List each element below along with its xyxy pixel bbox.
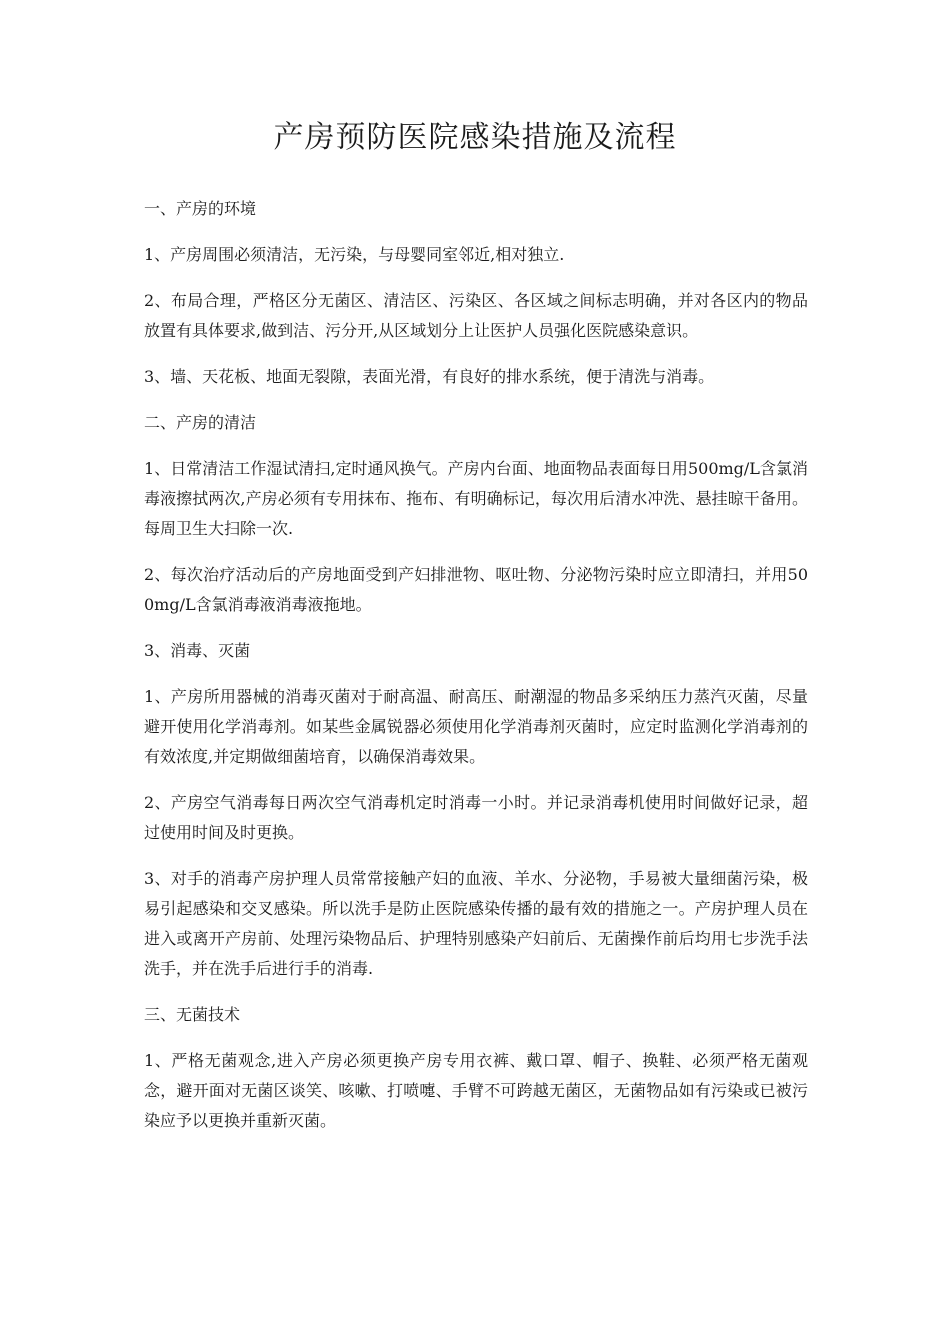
paragraph: 1、产房所用器械的消毒灭菌对于耐高温、耐高压、耐潮湿的物品多采纳压力蒸汽灭菌，尽量避开使用化学消毒剂。如某些金属锐器必须使用化学消毒剂灭菌时，应定时监测化学消毒剂的有效浓度,并定期做细菌培育，以确保消毒效果。 <box>144 687 808 766</box>
paragraph: 3、墙、天花板、地面无裂隙，表面光滑，有良好的排水系统，便于清洗与消毒。 <box>144 367 715 386</box>
paragraph: 3、对手的消毒产房护理人员常常接触产妇的血液、羊水、分泌物，手易被大量细菌污染，极易引起感染和交叉感染。所以洗手是防止医院感染传播的最有效的措施之一。产房护理人员在进入或离开产房前、处理污染物品后、护理特别感染产妇前后、无菌操作前后均用七步洗手法洗手，并在洗手后进行手的消毒. <box>144 869 808 978</box>
section-heading-disinfection: 3、消毒、灭菌 <box>144 641 251 660</box>
paragraph: 2、产房空气消毒每日两次空气消毒机定时消毒一小时。并记录消毒机使用时间做好记录，超过使用时间及时更换。 <box>144 793 808 842</box>
section-heading-cleaning: 二、产房的清洁 <box>144 413 257 432</box>
section-heading-aseptic: 三、无菌技术 <box>144 1005 241 1024</box>
paragraph: 1、产房周围必须清洁，无污染，与母婴同室邻近,相对独立. <box>144 245 565 264</box>
paragraph: 1、严格无菌观念,进入产房必须更换产房专用衣裤、戴口罩、帽子、换鞋、必须严格无菌观念，避开面对无菌区谈笑、咳嗽、打喷嚏、手臂不可跨越无菌区，无菌物品如有污染或已被污染应予以更换并重新灭菌。 <box>144 1051 808 1130</box>
paragraph: 1、日常清洁工作湿试清扫,定时通风换气。产房内台面、地面物品表面每日用500mg/L含氯消毒液擦拭两次,产房必须有专用抹布、拖布、有明确标记，每次用后清水冲洗、悬挂晾干备用。每周卫生大扫除一次. <box>144 459 808 538</box>
document-body <box>144 194 808 1152</box>
paragraph: 2、每次治疗活动后的产房地面受到产妇排泄物、呕吐物、分泌物污染时应立即清扫，并用500mg/L含氯消毒液消毒液拖地。 <box>144 565 808 614</box>
paragraph: 2、布局合理，严格区分无菌区、清洁区、污染区、各区域之间标志明确，并对各区内的物品放置有具体要求,做到洁、污分开,从区域划分上让医护人员强化医院感染意识。 <box>144 291 808 340</box>
section-heading-environment: 一、产房的环境 <box>144 199 257 218</box>
document-title: 产房预防医院感染措施及流程 <box>273 120 677 155</box>
